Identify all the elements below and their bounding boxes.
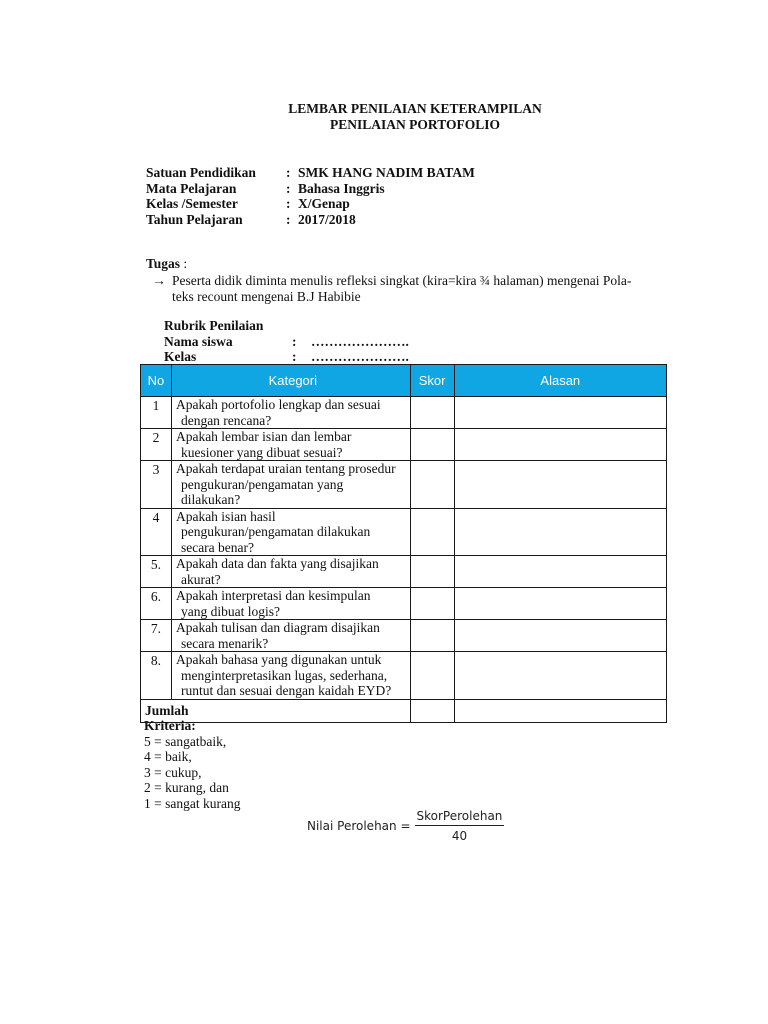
header-skor: Skor [410,365,454,397]
title-line-1: LEMBAR PENILAIAN KETERAMPILAN [288,101,542,116]
identity-section [146,165,475,227]
criteria-item: 2 = kurang, dan [144,780,229,795]
criteria-section [144,718,240,811]
formula-fraction [415,809,505,843]
criteria-item: 1 = sangat kurang [144,795,241,811]
skor-cell[interactable] [410,620,454,652]
table-row: 7. Apakah tulisan dan diagram disajikan secara menarik? [141,620,667,652]
info-row-year: Tahun Pelajaran : 2017/2018 [146,211,356,227]
alasan-cell[interactable] [454,652,666,700]
info-row-class: Kelas /Semester : X/Genap [146,196,350,211]
class-field[interactable]: …………………. [311,349,409,364]
info-value-year: 2017/2018 [298,211,356,227]
total-alasan-cell[interactable] [454,699,666,722]
rubric-row-name: Nama siswa : …………………. [164,333,409,349]
formula-numerator: SkorPerolehan [415,809,505,826]
alasan-cell[interactable] [454,397,666,429]
header-alasan: Alasan [454,365,666,397]
info-value-school: SMK HANG NADIM BATAM [298,165,475,180]
skor-cell[interactable] [410,556,454,588]
skor-cell[interactable] [410,652,454,700]
table-row: 5. Apakah data dan fakta yang disajikan akurat? [141,556,667,588]
score-formula [307,809,504,843]
header-kategori: Kategori [171,365,410,397]
header-no: No [141,365,172,397]
criteria-item: 3 = cukup, [144,764,202,780]
info-row-subject: Mata Pelajaran : Bahasa Inggris [146,180,385,196]
skor-cell[interactable] [410,429,454,461]
criteria-title: Kriteria: [144,718,196,733]
assessment-table [140,364,667,723]
formula-denominator: 40 [451,829,468,843]
rubric-title: Rubrik Penilaian [164,318,264,333]
table-row: 6. Apakah interpretasi dan kesimpulan yang dibuat logis? [141,588,667,620]
table-row: 4 Apakah isian hasil pengukuran/pengamatan dilakukan secara benar? [141,508,667,556]
alasan-cell[interactable] [454,620,666,652]
info-value-subject: Bahasa Inggris [298,180,385,196]
rubric-section [164,318,409,365]
skor-cell[interactable] [410,508,454,556]
title-line-2: PENILAIAN PORTOFOLIO [330,117,500,132]
skor-cell[interactable] [410,588,454,620]
task-section: Tugas : → Peserta didik diminta menulis refleksi singkat (kira=kira ¾ halaman) mengenai Pola- teks recount mengenai B.J Habibie [146,256,672,305]
table-row: 8. Apakah bahasa yang digunakan untuk menginterpretasikan lugas, sederhana, runtut dan sesuai dengan kaidah EYD? [141,652,667,700]
alasan-cell[interactable] [454,556,666,588]
table-header-row [141,365,667,397]
skor-cell[interactable] [410,397,454,429]
total-label: Jumlah [141,699,411,722]
task-text-line-2: teks recount mengenai B.J Habibie [172,289,361,304]
criteria-item: 5 = sangatbaik, [144,733,227,749]
table-row: 2 Apakah lembar isian dan lembar kuesioner yang dibuat sesuai? [141,429,667,461]
info-row-school: Satuan Pendidikan : SMK HANG NADIM BATAM [146,165,475,180]
name-field[interactable]: …………………. [311,333,409,349]
alasan-cell[interactable] [454,461,666,509]
criteria-item: 4 = baik, [144,749,192,764]
task-label: Tugas [146,256,181,271]
rubric-row-class: Kelas : …………………. [164,349,409,364]
page-title [0,101,768,133]
arrow-right-icon: → [152,273,166,288]
table-row: 1 Apakah portofolio lengkap dan sesuai dengan rencana? [141,397,667,429]
formula-label: Nilai Perolehan = [307,819,411,833]
info-value-class: X/Genap [298,196,350,211]
skor-cell[interactable] [410,461,454,509]
total-skor-cell[interactable] [410,699,454,722]
table-row: 3 Apakah terdapat uraian tentang prosedur pengukuran/pengamatan yang dilakukan? [141,461,667,509]
alasan-cell[interactable] [454,429,666,461]
alasan-cell[interactable] [454,588,666,620]
alasan-cell[interactable] [454,508,666,556]
task-text-line-1: Peserta didik diminta menulis refleksi singkat (kira=kira ¾ halaman) mengenai Pola- [172,273,632,288]
